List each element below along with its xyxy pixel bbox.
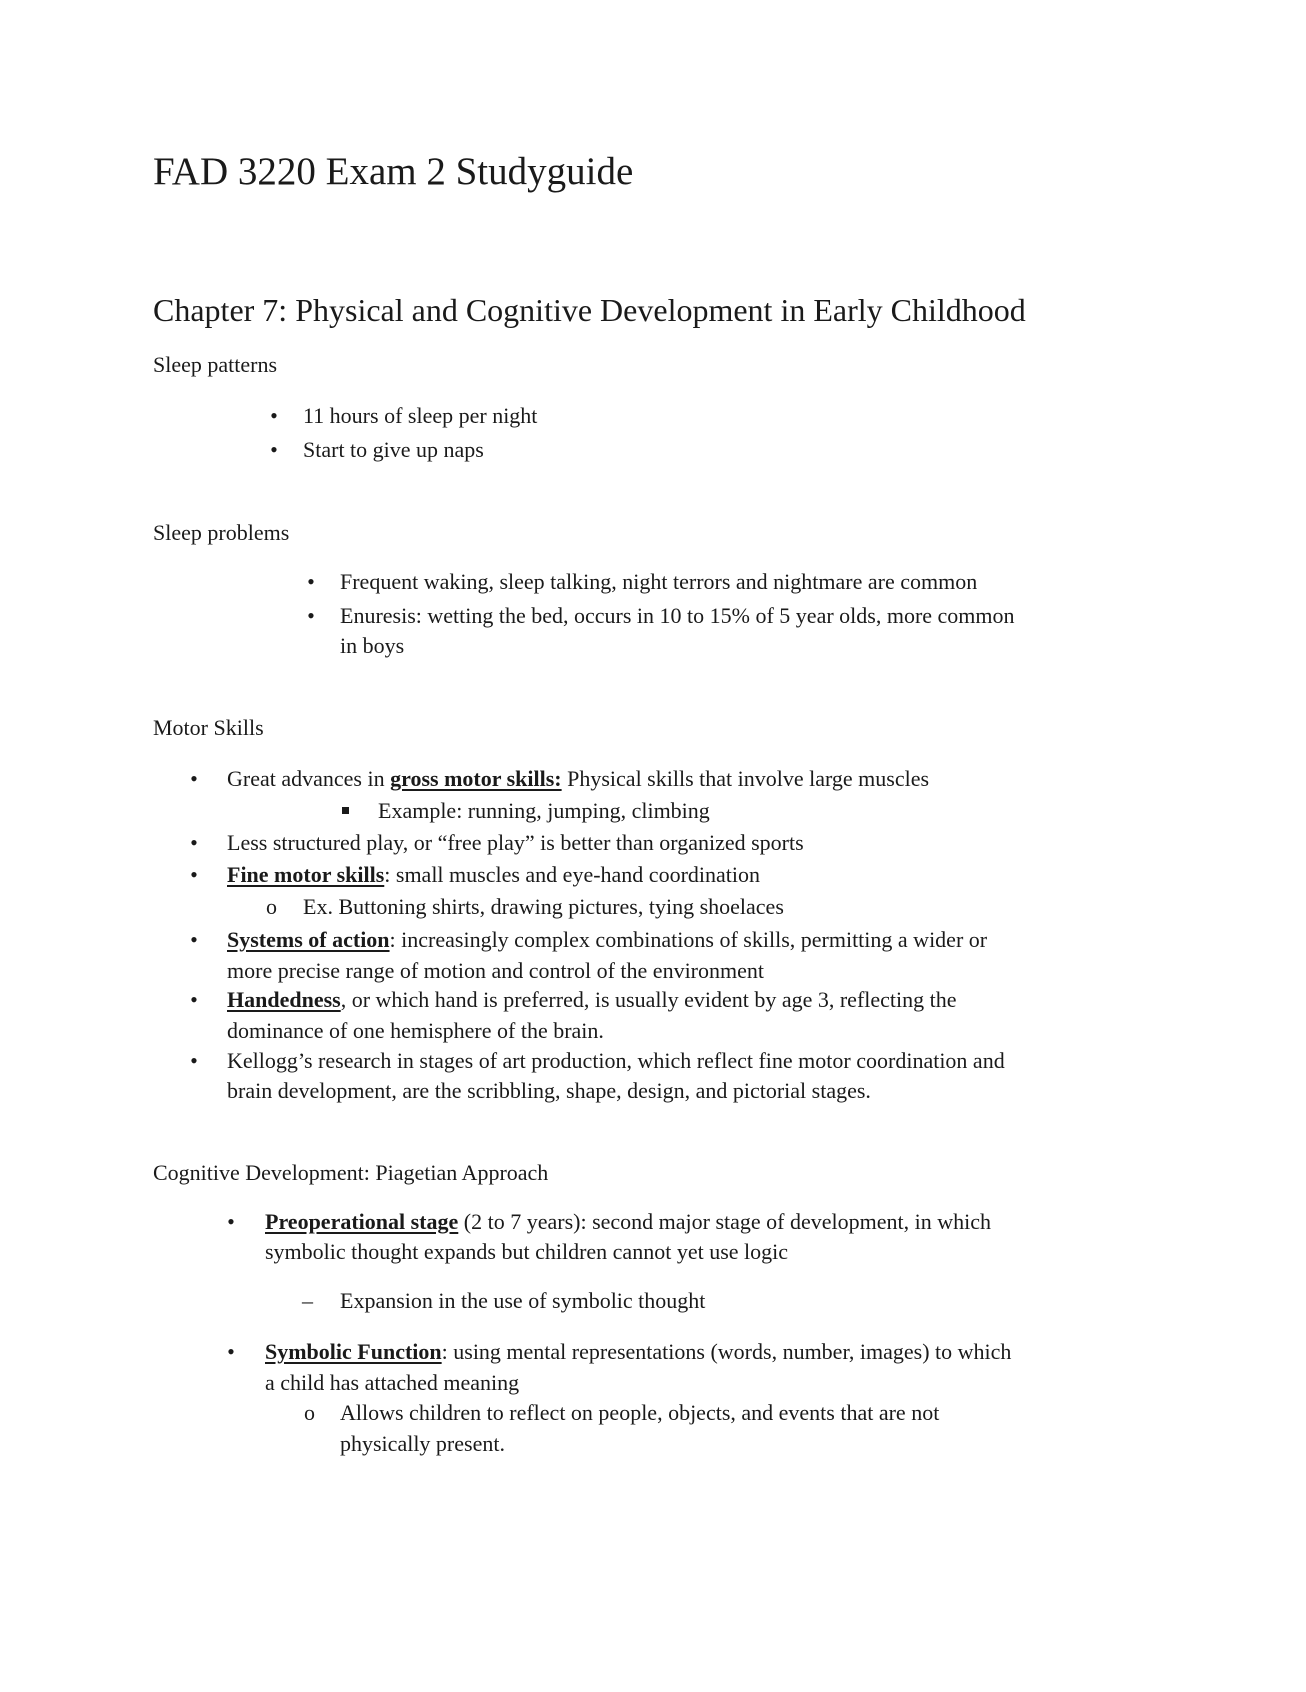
page-title: FAD 3220 Exam 2 Studyguide xyxy=(153,150,634,193)
term-systems-of-action: Systems of action xyxy=(227,927,390,952)
section-heading-sleep-patterns: Sleep patterns xyxy=(153,352,278,377)
term-gross-motor-skills: gross motor skills: xyxy=(390,766,562,791)
text: : small muscles and eye-hand coordination xyxy=(384,862,760,887)
list-item-fine-motor xyxy=(227,864,760,886)
list-item: Start to give up naps xyxy=(303,437,484,462)
bullet-marker: • xyxy=(227,1209,235,1234)
term-handedness: Handedness xyxy=(227,987,341,1012)
list-item-continuation: more precise range of motion and control of the environment xyxy=(227,958,764,983)
term-symbolic-function: Symbolic Function xyxy=(265,1339,442,1364)
circle-bullet-marker: o xyxy=(304,1400,315,1425)
section-heading-sleep-problems: Sleep problems xyxy=(153,520,290,545)
text: : increasingly complex combinations of skills, permitting a wider or xyxy=(389,927,988,952)
bullet-marker: • xyxy=(190,927,198,952)
circle-bullet-marker: o xyxy=(266,894,277,919)
section-heading-motor-skills: Motor Skills xyxy=(153,715,264,740)
bullet-marker: • xyxy=(270,437,278,462)
bullet-marker: • xyxy=(307,569,315,594)
text: : using mental representations (words, number, images) to which xyxy=(441,1339,1012,1364)
bullet-marker: • xyxy=(190,987,198,1012)
list-item-continuation: in boys xyxy=(340,633,405,658)
list-item-kellogg: Kellogg’s research in stages of art production, which reflect fine motor coordination and xyxy=(227,1048,1005,1073)
square-bullet-icon xyxy=(342,807,349,814)
list-item-example: Ex. Buttoning shirts, drawing pictures, tying shoelaces xyxy=(303,894,784,919)
bullet-marker: • xyxy=(190,1048,198,1073)
list-item-continuation: a child has attached meaning xyxy=(265,1370,520,1395)
term-fine-motor-skills: Fine motor skills xyxy=(227,862,385,887)
list-item: 11 hours of sleep per night xyxy=(303,403,538,428)
chapter-heading: Chapter 7: Physical and Cognitive Development in Early Childhood xyxy=(153,292,1026,328)
term-preoperational-stage: Preoperational stage xyxy=(265,1209,459,1234)
list-item: Frequent waking, sleep talking, night terrors and nightmare are common xyxy=(340,569,978,594)
list-item-preoperational xyxy=(265,1211,991,1233)
list-item-sub: Allows children to reflect on people, objects, and events that are not xyxy=(340,1400,940,1425)
list-item-continuation: dominance of one hemisphere of the brain. xyxy=(227,1018,604,1043)
list-item-continuation: physically present. xyxy=(340,1431,505,1456)
text: (2 to 7 years): second major stage of development, in which xyxy=(458,1209,992,1234)
list-item-gross-motor xyxy=(227,768,929,790)
text: Physical skills that involve large muscles xyxy=(561,766,930,791)
list-item-free-play: Less structured play, or “free play” is better than organized sports xyxy=(227,830,804,855)
list-item-symbolic-function xyxy=(265,1341,1011,1363)
list-item-continuation: brain development, are the scribbling, shape, design, and pictorial stages. xyxy=(227,1078,871,1103)
bullet-marker: • xyxy=(190,830,198,855)
list-item-continuation: symbolic thought expands but children cannot yet use logic xyxy=(265,1239,789,1264)
list-item-example: Example: running, jumping, climbing xyxy=(378,798,710,823)
bullet-marker: • xyxy=(227,1339,235,1364)
section-heading-cognitive: Cognitive Development: Piagetian Approach xyxy=(153,1160,549,1185)
bullet-marker: • xyxy=(190,766,198,791)
list-item-systems-of-action xyxy=(227,929,987,951)
list-item-handedness xyxy=(227,989,957,1011)
list-item-sub: Expansion in the use of symbolic thought xyxy=(340,1288,706,1313)
list-item: Enuresis: wetting the bed, occurs in 10 to 15% of 5 year olds, more common xyxy=(340,603,1015,628)
text: , or which hand is preferred, is usually evident by age 3, reflecting the xyxy=(340,987,957,1012)
text: Great advances in xyxy=(227,766,391,791)
dash-marker: – xyxy=(302,1288,313,1313)
bullet-marker: • xyxy=(307,603,315,628)
bullet-marker: • xyxy=(270,403,278,428)
bullet-marker: • xyxy=(190,862,198,887)
